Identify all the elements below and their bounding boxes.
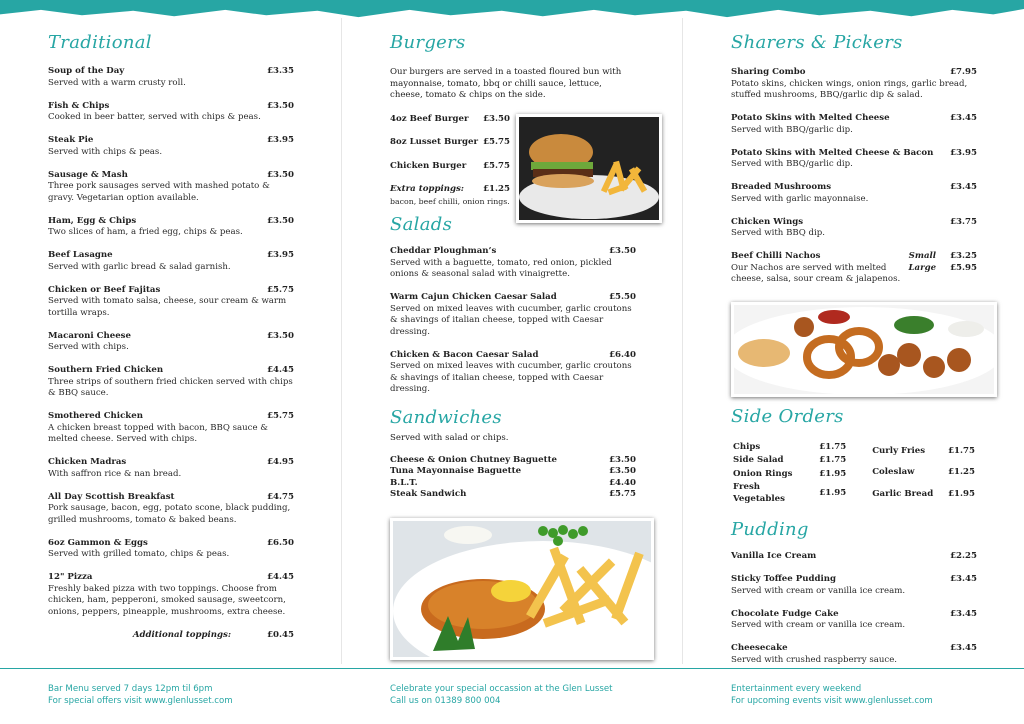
menu-item-price: £3.75: [950, 216, 977, 227]
menu-item-price: £4.45: [267, 365, 294, 375]
menu-item-name: Steak Sandwich: [390, 489, 467, 499]
side-order-name: Side Salad: [733, 455, 784, 465]
menu-item-description: Served with chips & peas.: [48, 146, 163, 157]
menu-item-price: £3.35: [267, 66, 294, 76]
menu-item-name: Steak Pie: [48, 135, 94, 145]
menu-item-name: Cheddar Ploughman’s: [390, 246, 497, 256]
side-order-row: [872, 442, 975, 462]
menu-item-description: Served with BBQ/garlic dip.: [731, 124, 853, 135]
nachos-large-label: Large: [908, 262, 937, 273]
menu-item: [390, 489, 636, 501]
traditional-column: [48, 30, 294, 640]
footer-right-line-2[interactable]: For upcoming events visit www.glenlusset.com: [731, 696, 933, 706]
menu-item: [48, 331, 294, 354]
footer-left-line-1: Bar Menu served 7 days 12pm til 6pm: [48, 684, 213, 694]
menu-item-price: £3.95: [267, 135, 294, 145]
menu-item-name: Potato Skins with Melted Cheese: [731, 113, 890, 123]
nachos-small-price: £3.25: [950, 251, 977, 261]
sandwiches-heading: Sandwiches: [390, 407, 502, 428]
menu-item-price: £5.75: [267, 284, 294, 295]
menu-item-price: £3.50: [267, 100, 294, 111]
top-brush-band: [0, 0, 1024, 18]
burger-extra: [390, 184, 510, 207]
side-orders-left: [731, 440, 848, 508]
menu-item: [48, 365, 294, 400]
menu-item: [390, 246, 636, 281]
menu-item-name: All Day Scottish Breakfast: [48, 491, 175, 502]
menu-item-description: Served with BBQ/garlic dip.: [731, 159, 853, 169]
menu-item-name: Sharing Combo: [731, 67, 806, 77]
menu-item-price: £3.50: [267, 169, 294, 180]
menu-item: [731, 643, 977, 666]
side-order-price: £1.75: [948, 445, 975, 456]
side-order-name: Garlic Bread: [872, 489, 934, 500]
menu-item-name: Ham, Egg & Chips: [48, 215, 137, 226]
burgers-intro: Our burgers are served in a toasted floured bun with mayonnaise, tomato, bbq or chilli sauce, lettuce, cheese, tomato & chips on the side.: [390, 67, 622, 100]
menu-item-name: Fish & Chips: [48, 100, 110, 111]
pudding-heading: Pudding: [731, 519, 809, 540]
burgers-heading: Burgers: [390, 32, 466, 53]
footer-left-line-2[interactable]: For special offers visit www.glenlusset.com: [48, 696, 233, 706]
menu-item-name: Beef Lasagne: [48, 250, 113, 260]
menu-item-name: 6oz Gammon & Eggs: [48, 537, 148, 548]
side-order-price: £1.95: [948, 489, 975, 500]
fish-and-chips-photo: [390, 518, 654, 660]
menu-item-price: £4.40: [609, 477, 636, 488]
menu-item-price: £5.75: [483, 160, 510, 171]
nachos-desc: Our Nachos are served with melted cheese, salsa, sour cream & jalapenos.: [731, 262, 901, 284]
menu-item: [731, 67, 977, 102]
menu-item-price: £6.40: [609, 349, 636, 360]
menu-item-price: £3.50: [267, 330, 294, 341]
menu-item-price: £3.45: [950, 574, 977, 584]
burger-illustration: [519, 117, 659, 220]
menu-item-price: £6.50: [267, 537, 294, 548]
side-order-row: [733, 442, 846, 454]
menu-item-name: Sticky Toffee Pudding: [731, 574, 836, 584]
side-orders-heading: Side Orders: [731, 405, 844, 427]
menu-item-price: £3.50: [609, 246, 636, 256]
menu-item-name: Tuna Mayonnaise Baguette: [390, 466, 522, 476]
menu-item: [731, 217, 977, 240]
menu-item-description: Served with chips.: [48, 342, 129, 352]
side-order-name: Coleslaw: [872, 467, 915, 478]
menu-item: [48, 457, 294, 480]
menu-item-price: £3.45: [950, 113, 977, 123]
menu-item: [48, 135, 294, 158]
footer-right-line-1: Entertainment every weekend: [731, 684, 862, 694]
sharer-list: [731, 67, 977, 240]
side-order-price: £1.75: [819, 455, 847, 465]
menu-item: [731, 574, 977, 597]
menu-item: [731, 551, 977, 563]
menu-item-name: Chocolate Fudge Cake: [731, 608, 839, 619]
menu-item-description: Served with cream or vanilla ice cream.: [731, 585, 906, 596]
menu-item-description: A chicken breast topped with bacon, BBQ sauce & melted cheese. Served with chips.: [48, 422, 268, 444]
menu-item-price: £3.45: [950, 643, 977, 653]
menu-item: [731, 148, 977, 171]
menu-item-description: Served with garlic bread & salad garnish.: [48, 261, 231, 272]
menu-item: [731, 113, 977, 136]
menu-item-name: Chicken Burger: [390, 160, 467, 171]
menu-item-description: Served with tomato salsa, cheese, sour cream & warm tortilla wraps.: [48, 296, 287, 318]
menu-item-description: Served on mixed leaves with cucumber, garlic croutons & shavings of italian cheese, topped with Caesar dressing.: [390, 361, 632, 394]
menu-item-description: Served with a warm crusty roll.: [48, 77, 186, 88]
menu-item-price: £3.50: [267, 215, 294, 226]
menu-item-price: £3.45: [950, 608, 977, 619]
menu-item-description: Freshly baked pizza with two toppings. Choose from chicken, ham, pepperoni, smoked sausage, sweetcorn, onions, peppers, pineapple, mushrooms, extra cheese.: [48, 583, 286, 617]
menu-item: [48, 216, 294, 239]
menu-item-name: Chicken Wings: [731, 216, 804, 227]
footer-middle-line-2[interactable]: Call us on 01389 800 004: [390, 696, 501, 706]
menu-item-price: £5.75: [483, 137, 510, 147]
side-orders-right: [870, 440, 977, 508]
side-order-row: [872, 463, 975, 483]
side-order-price: £1.75: [819, 441, 847, 452]
menu-item-name: Chicken or Beef Fajitas: [48, 284, 161, 295]
additional-toppings: [48, 630, 294, 640]
menu-item-price: £7.95: [950, 67, 977, 77]
menu-item: [390, 455, 636, 467]
middle-column: [390, 30, 636, 501]
menu-item: [390, 478, 636, 490]
footer-right: [731, 683, 933, 707]
menu-item-description: Served with cream or vanilla ice cream.: [731, 620, 906, 630]
menu-item-description: Potato skins, chicken wings, onion rings, garlic bread, stuffed mushrooms, BBQ/garlic dip & salad.: [731, 78, 968, 100]
fold-line-right: [682, 18, 683, 664]
side-order-row: [872, 485, 975, 505]
menu-item-description: Served with BBQ dip.: [731, 228, 825, 238]
nachos-item: [731, 251, 977, 286]
menu-item: [731, 609, 977, 632]
menu-item: [48, 101, 294, 124]
burger-list: [390, 114, 510, 173]
burger-photo: [516, 114, 662, 223]
burger-extra-label: Extra toppings:: [390, 184, 464, 194]
footer-divider: [0, 668, 1024, 669]
menu-item-price: £2.25: [950, 551, 977, 561]
menu-item: [731, 182, 977, 205]
menu-item-name: Breaded Mushrooms: [731, 182, 832, 192]
menu-item: [48, 285, 294, 320]
menu-item-name: Smothered Chicken: [48, 411, 143, 421]
menu-item: [390, 137, 510, 149]
side-order-row: [733, 455, 846, 467]
nachos-small-label: Small: [908, 251, 937, 261]
menu-item-name: Warm Cajun Chicken Caesar Salad: [390, 292, 557, 302]
burger-extra-price: £1.25: [483, 184, 510, 194]
menu-item-description: Cooked in beer batter, served with chips & peas.: [48, 112, 261, 122]
menu-item-description: Served with grilled tomato, chips & peas.: [48, 549, 230, 559]
menu-item: [48, 492, 294, 527]
menu-item: [48, 250, 294, 273]
menu-item-name: Macaroni Cheese: [48, 330, 131, 341]
menu-item-price: £5.50: [609, 292, 636, 302]
menu-item-description: With saffron rice & nan bread.: [48, 468, 182, 479]
menu-item-price: £4.95: [267, 457, 294, 467]
menu-item-name: B.L.T.: [390, 477, 418, 488]
menu-item-name: Chicken & Bacon Caesar Salad: [390, 349, 539, 360]
footer-middle-line-1: Celebrate your special occassion at the Glen Lusset: [390, 684, 613, 694]
traditional-list: [48, 66, 294, 618]
menu-item: [390, 350, 636, 396]
menu-item-name: Cheese & Onion Chutney Baguette: [390, 454, 558, 465]
burger-extra-desc: bacon, beef chilli, onion rings.: [390, 196, 510, 206]
side-order-price: £1.25: [948, 467, 975, 478]
side-order-price: £1.95: [819, 487, 847, 498]
side-order-name: Fresh Vegetables: [733, 482, 785, 504]
pudding-list: [731, 551, 977, 666]
menu-item-name: 12" Pizza: [48, 572, 93, 582]
sharing-platter-illustration: [734, 305, 994, 394]
menu-item-description: Pork sausage, bacon, egg, potato scone, black pudding, grilled mushrooms, tomato & baked beans.: [48, 503, 291, 525]
menu-item-price: £3.45: [950, 182, 977, 192]
sandwiches-intro: Served with salad or chips.: [390, 433, 509, 443]
menu-item: [390, 292, 636, 338]
side-order-name: Onion Rings: [733, 468, 793, 479]
footer-left: [48, 683, 233, 707]
menu-item-name: Southern Fried Chicken: [48, 365, 164, 375]
menu-item: [390, 466, 636, 478]
fold-line-left: [341, 18, 342, 664]
menu-item-name: Soup of the Day: [48, 66, 125, 76]
menu-item-name: Vanilla Ice Cream: [731, 551, 817, 561]
additional-toppings-label: Additional toppings:: [132, 629, 232, 640]
menu-item-name: Sausage & Mash: [48, 169, 128, 180]
traditional-heading: Traditional: [48, 32, 152, 53]
menu-item-description: Served on mixed leaves with cucumber, garlic croutons & shavings of italian cheese, topped with Caesar dressing.: [390, 303, 632, 337]
menu-item-price: £5.75: [609, 489, 636, 499]
nachos-large-price: £5.95: [950, 262, 977, 273]
menu-item-description: Three strips of southern fried chicken served with chips & BBQ sauce.: [48, 376, 293, 398]
menu-item: [48, 538, 294, 561]
menu-item-description: Served with garlic mayonnaise.: [731, 193, 869, 204]
menu-item-name: Chicken Madras: [48, 457, 127, 467]
footer-middle: [390, 683, 613, 707]
menu-item-name: Cheesecake: [731, 643, 788, 653]
menu-item: [48, 411, 294, 446]
side-order-name: Curly Fries: [872, 445, 926, 456]
sharers-heading: Sharers & Pickers: [731, 32, 903, 53]
menu-item-price: £5.75: [267, 411, 294, 421]
side-order-price: £1.95: [819, 468, 847, 479]
menu-item-price: £4.45: [267, 572, 294, 582]
additional-toppings-price: £0.45: [267, 629, 294, 640]
sandwich-list: [390, 455, 636, 501]
fish-and-chips-illustration: [393, 521, 651, 657]
menu-item-name: 4oz Beef Burger: [390, 113, 469, 124]
menu-item-price: £3.50: [609, 454, 636, 465]
menu-item-price: £3.95: [950, 147, 977, 158]
side-order-row: [733, 469, 846, 481]
menu-item-name: Potato Skins with Melted Cheese & Bacon: [731, 147, 934, 158]
menu-item: [390, 114, 510, 126]
menu-item-description: Served with a baguette, tomato, red onion, pickled onions & seasonal salad with vinaigrette.: [390, 257, 612, 279]
menu-item-price: £3.50: [609, 466, 636, 476]
side-order-name: Chips: [733, 441, 761, 452]
menu-item-price: £4.75: [267, 491, 294, 502]
menu-item-price: £3.95: [267, 250, 294, 260]
menu-item: [48, 66, 294, 89]
menu-item-price: £3.50: [483, 113, 510, 124]
menu-item: [48, 572, 294, 618]
menu-item-name: 8oz Lusset Burger: [390, 137, 479, 147]
menu-item-description: Two slices of ham, a fried egg, chips & peas.: [48, 227, 243, 237]
menu-item-description: Three pork sausages served with mashed potato & gravy. Vegetarian option available.: [48, 181, 270, 203]
sharing-platter-photo: [731, 302, 997, 397]
side-orders-table: [731, 440, 977, 508]
menu-item-description: Served with crushed raspberry sauce.: [731, 654, 898, 665]
menu-item: [48, 170, 294, 205]
salads-heading: Salads: [390, 214, 453, 235]
menu-item: [390, 161, 510, 173]
nachos-name: Beef Chilli Nachos: [731, 251, 821, 261]
salad-list: [390, 246, 636, 396]
side-order-row: [733, 482, 846, 505]
